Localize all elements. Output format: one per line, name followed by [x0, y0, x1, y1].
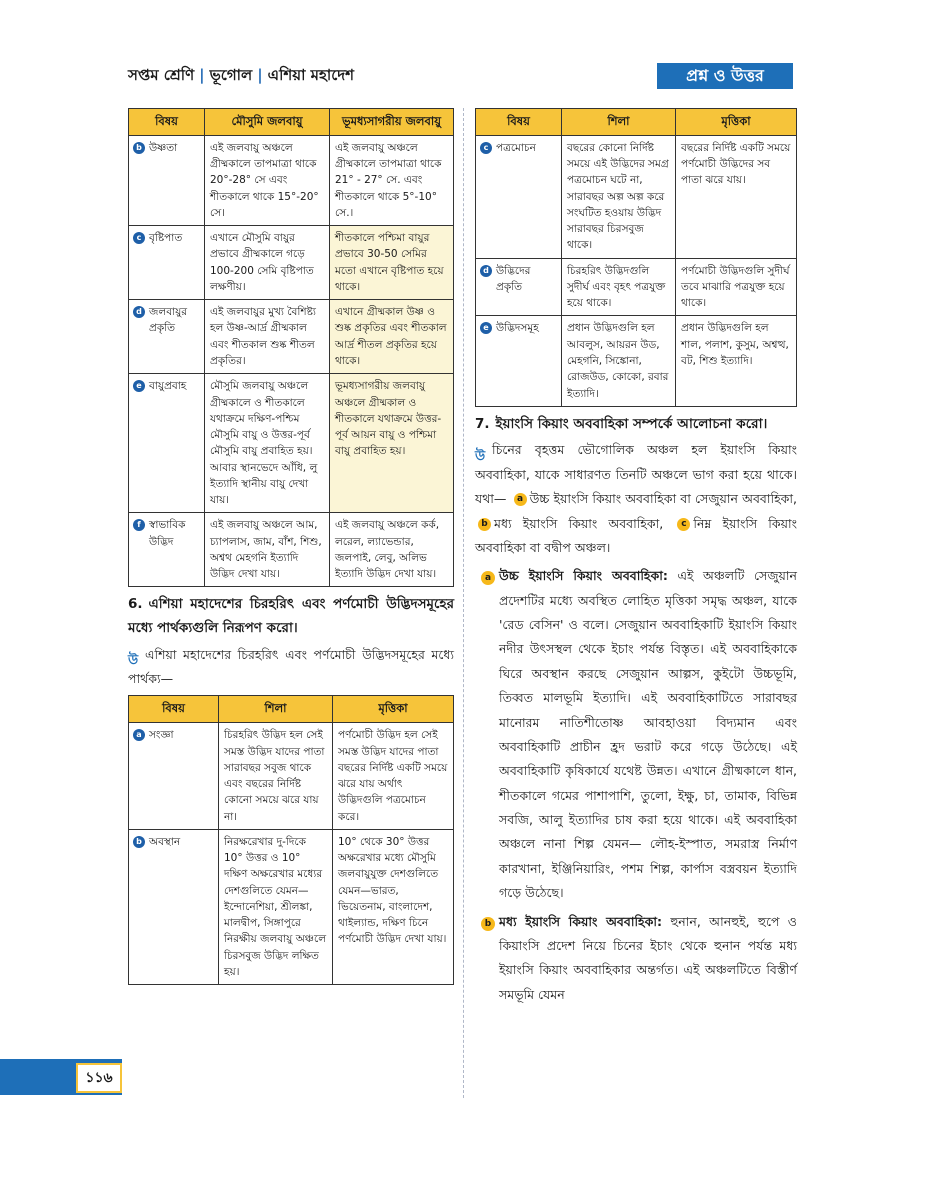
climate-comparison-table — [128, 108, 454, 587]
question-text: এশিয়া মহাদেশের চিরহরিৎ এবং পর্ণমোচী উদ্ভিদসমূহের মধ্যে পার্থক্যগুলি নিরূপণ করো। — [128, 596, 454, 637]
table-row — [129, 135, 454, 225]
table-row — [476, 135, 797, 258]
subsection-title: উচ্চ ইয়াংসি কিয়াং অববাহিকা: — [499, 568, 668, 584]
table-cell: পর্ণমোচী উদ্ভিদগুলি সুদীর্ঘ তবে মাঝারি পত্রযুক্ত হয়ে থাকে। — [676, 258, 797, 316]
table-cell: শীতকালে পশ্চিমা বায়ুর প্রভাবে 30-50 সেমির মতো এখানে বৃষ্টিপাত হয়ে থাকে। — [330, 226, 454, 300]
table-header: বিষয় — [129, 109, 205, 136]
row-topic-label: অবস্থান — [149, 835, 181, 848]
table-header: বিষয় — [476, 109, 562, 136]
table-header: মৃত্তিকা — [676, 109, 797, 136]
page-number: ১১৬ — [76, 1063, 122, 1093]
answer-mark-icon: উ — [128, 653, 139, 669]
row-topic — [129, 513, 205, 587]
table-header: মৌসুমি জলবায়ু — [205, 109, 330, 136]
row-topic-label: উষ্ণতা — [149, 141, 178, 154]
row-topic — [129, 374, 205, 513]
option-marker: b — [478, 518, 491, 531]
row-marker: b — [133, 142, 145, 154]
right-column — [475, 108, 797, 1007]
table-cell: বছরের নির্দিষ্ট একটি সময়ে পর্ণমোচী উদ্ভিদের সব পাতা ঝরে যায়। — [676, 135, 797, 258]
row-topic — [476, 135, 562, 258]
subsection-marker: b — [481, 917, 495, 931]
subsection-upper-basin — [475, 564, 797, 905]
table-row — [129, 374, 454, 513]
question-text: ইয়াংসি কিয়াং অববাহিকা সম্পর্কে আলোচনা করো। — [495, 415, 768, 432]
option-text: মধ্য ইয়াংসি কিয়াং অববাহিকা, — [494, 515, 664, 531]
option-marker: a — [514, 493, 527, 506]
table-cell: এখানে গ্রীষ্মকাল উষ্ণ ও শুষ্ক প্রকৃতির এবং শীতকাল আর্দ্র শীতল প্রকৃতির হয়ে থাকে। — [330, 300, 454, 374]
table-row — [129, 513, 454, 587]
row-marker: c — [133, 232, 145, 244]
header-separator: | — [199, 66, 205, 84]
row-topic-label: উদ্ভিদের প্রকৃতি — [496, 264, 531, 293]
left-column — [128, 108, 454, 985]
row-topic-label: বায়ুপ্রবাহ — [149, 380, 187, 393]
table-header-row — [129, 109, 454, 136]
question-7 — [475, 413, 797, 437]
option-text: উচ্চ ইয়াংসি কিয়াং অববাহিকা বা সেজুয়ান অববাহিকা, — [529, 491, 797, 507]
table-cell: এই জলবায়ু অঞ্চলে আম, চ্যাপলাস, জাম, বাঁশ, শিশু, অশ্বথ মেহগনি ইত্যাদি উদ্ভিদ দেখা যায়। — [205, 513, 330, 587]
section-badge: প্রশ্ন ও উত্তর — [657, 63, 793, 89]
table-header-row — [129, 696, 454, 723]
table-cell: নিরক্ষরেখার দু-দিকে 10° উত্তর ও 10° দক্ষিণ অক্ষরেখার মধ্যের দেশগুলিতে যেমন—ইন্দোনেশিয়া, শ্রীলঙ্কা, মালদ্বীপ, সিঙ্গাপুরে নিরক্ষীয় জলবায়ু অঞ্চলে চিরসবুজ উদ্ভিদ লক্ষিত হয়। — [219, 829, 333, 984]
row-marker: c — [480, 142, 492, 154]
answer-6 — [128, 643, 454, 692]
answer-7-intro — [475, 438, 797, 560]
answer-text: চিনের বৃহত্তম ভৌগোলিক অঞ্চল হল ইয়াংসি কিয়াং অববাহিকা, যাকে সাধারণত তিনটি অঞ্চলে ভাগ করা হয়ে থাকে। যথা— — [475, 442, 797, 507]
table-header: বিষয় — [129, 696, 219, 723]
table-cell: চিরহরিৎ উদ্ভিদ হল সেই সমস্ত উদ্ভিদ যাদের পাতা সারাবছর সবুজ থাকে এবং বছরের নির্দিষ্ট কোনো সময়ে ঝরে যায় না। — [219, 723, 333, 830]
row-marker: d — [133, 306, 145, 318]
row-topic-label: সংজ্ঞা — [149, 729, 174, 742]
table-cell: প্রধান উদ্ভিদগুলি হল আবলুস, আয়রন উড, মেহগনি, সিঙ্কোনা, রোজউড, কোকো, রবার ইত্যাদি। — [562, 316, 676, 406]
table-cell: বছরের কোনো নির্দিষ্ট সময়ে এই উদ্ভিদের সমগ্র পত্রমোচন ঘটে না, সারাবছর অল্প অল্প করে সংঘটিত হওয়ায় উদ্ভিদ সারাবছর চিরসবুজ থাকে। — [562, 135, 676, 258]
header-chapter: এশিয়া মহাদেশ — [267, 66, 354, 84]
row-topic-label: জলবায়ুর প্রকৃতি — [149, 306, 188, 335]
row-topic-label: উদ্ভিদসমূহ — [496, 322, 539, 335]
row-topic-label: বৃষ্টিপাত — [149, 232, 183, 245]
table-row — [129, 300, 454, 374]
table-cell: চিরহরিৎ উদ্ভিদগুলি সুদীর্ঘ এবং বৃহৎ পত্রযুক্ত হয়ে থাকে। — [562, 258, 676, 316]
subsection-title: মধ্য ইয়াংসি কিয়াং অববাহিকা: — [499, 913, 662, 929]
row-topic — [129, 723, 219, 830]
table-cell: এখানে মৌসুমি বায়ুর প্রভাবে গ্রীষ্মকালে গড়ে 100-200 সেমি বৃষ্টিপাত লক্ষণীয়। — [205, 226, 330, 300]
table-header: শিলা — [219, 696, 333, 723]
row-marker: a — [133, 729, 145, 741]
row-marker: e — [480, 322, 492, 334]
answer-text: এশিয়া মহাদেশের চিরহরিৎ এবং পর্ণমোচী উদ্ভিদসমূহের মধ্যে পার্থক্য— — [128, 646, 454, 687]
header-subject: ভূগোল — [209, 66, 253, 84]
table-row — [476, 316, 797, 406]
vegetation-comparison-table — [128, 695, 454, 985]
header-class: সপ্তম শ্রেণি — [128, 66, 195, 84]
subsection-text: এই অঞ্চলটি সেজুয়ান প্রদেশটির মধ্যে অবস্থিত লোহিত মৃত্তিকা সমৃদ্ধ অঞ্চল, যাকে 'রেড বেসিন' ও বলে। সেজুয়ান অববাহিকাটি ইয়াংসি কিয়াং নদীর উৎসস্থল থেকে ইচাং পর্যন্ত বিস্তৃত। এই অববাহিকাকে ঘিরে অবস্থান করছে সেজুয়ান আল্পস, কুইটো উচ্চভূমি, তিব্বত মালভূমি ইত্যাদি। এই অববাহিকাটিতে সারাবছর মানোরম নাতিশীতোষ্ণ আবহাওয়া বিদ্যমান এবং অববাহিকাটি প্রাচীন হ্রদ ভরাট করে গড়ে উঠেছে। এই অববাহিকাটি কৃষিকার্যে যথেষ্ট উন্নত। এখানে গ্রীষ্মকালে ধান, শীতকালে গমের পাশাপাশি, তুলো, ইক্ষু, চা, তামাক, বিভিন্ন সবজি, আলু ইত্যাদির চাষ করা হয়ে থাকে। এই অববাহিকা অঞ্চলে নানা শিল্প যেমন— লৌহ-ইস্পাত, সমরাস্ত্র নির্মাণ কারখানা, ইঞ্জিনিয়ারিং, পশম শিল্প, কার্পাস বস্ত্রবয়ন ইত্যাদি গড়ে উঠেছে। — [499, 568, 798, 901]
table-cell: মৌসুমি জলবায়ু অঞ্চলে গ্রীষ্মকালে ও শীতকালে যথাক্রমে দক্ষিণ-পশ্চিম মৌসুমি বায়ু ও উত্তর-পূর্ব মৌসুমি বায়ু প্রবাহিত হয়। আবার স্থানভেদে আঁধি, লু ইত্যাদি স্থানীয় বায়ু দেখা যায়। — [205, 374, 330, 513]
row-topic — [129, 829, 219, 984]
table-header: ভূমধ্যসাগরীয় জলবায়ু — [330, 109, 454, 136]
table-cell: প্রধান উদ্ভিদগুলি হল শাল, পলাশ, কুসুম, অশ্বত্থ, বট, শিশু ইত্যাদি। — [676, 316, 797, 406]
row-topic-label: পত্রমোচন — [496, 141, 536, 154]
question-6 — [128, 593, 454, 640]
page-header — [128, 64, 354, 89]
row-topic — [129, 300, 205, 374]
table-cell: ভূমধ্যসাগরীয় জলবায়ু অঞ্চলে গ্রীষ্মকাল ও শীতকালে যথাক্রমে উত্তর-পূর্ব আয়ন বায়ু ও পশ্চিমা বায়ু প্রবাহিত হয়। — [330, 374, 454, 513]
table-header-row — [476, 109, 797, 136]
table-cell: পর্ণমোচী উদ্ভিদ হল সেই সমস্ত উদ্ভিদ যাদের পাতা বছরের নির্দিষ্ট একটি সময়ে ঝরে যায় অর্থাৎ উদ্ভিদগুলি পত্রমোচন করে। — [333, 723, 454, 830]
row-topic — [476, 316, 562, 406]
subsection-text: হুনান, আনহুই, হুপে ও কিয়াংসি প্রদেশ নিয়ে চিনের ইচাং থেকে হুনান পর্যন্ত মধ্য ইয়াংসি কিয়াং অববাহিকার অন্তর্গত। এই অঞ্চলটিতে বিস্তীর্ণ সমভূমি যেমন — [499, 913, 798, 1002]
table-cell: এই জলবায়ু অঞ্চলে গ্রীষ্মকালে তাপমাত্রা থাকে 20°-28° সে এবং শীতকালে থাকে 15°-20° সে। — [205, 135, 330, 225]
table-cell: 10° থেকে 30° উত্তর অক্ষরেখার মধ্যে মৌসুমি জলবায়ুযুক্ত দেশগুলিতে যেমন—ভারত, ভিয়েতনাম, বাংলাদেশ, থাইল্যান্ড, দক্ষিণ চিনে পর্ণমোচী উদ্ভিদ দেখা যায়। — [333, 829, 454, 984]
question-number: 7. — [475, 415, 490, 432]
table-row — [129, 723, 454, 830]
row-topic — [476, 258, 562, 316]
table-row — [476, 258, 797, 316]
row-marker: b — [133, 836, 145, 848]
vegetation-comparison-table-continued — [475, 108, 797, 407]
subsection-middle-basin — [475, 910, 797, 1008]
question-number: 6. — [128, 596, 143, 613]
row-topic-label: স্বাভাবিক উদ্ভিদ — [149, 519, 186, 548]
row-topic — [129, 226, 205, 300]
column-divider — [463, 108, 464, 1098]
header-separator: | — [257, 66, 263, 84]
table-row — [129, 829, 454, 984]
subsection-marker: a — [481, 571, 495, 585]
row-marker: f — [133, 519, 145, 531]
answer-mark-icon: উ — [475, 448, 486, 464]
table-header: শিলা — [562, 109, 676, 136]
table-cell: এই জলবায়ু অঞ্চলে কর্ক, লরেল, ল্যাভেন্ডার, জলপাই, লেবু, অলিভ ইত্যাদি উদ্ভিদ দেখা যায়। — [330, 513, 454, 587]
table-row — [129, 226, 454, 300]
row-marker: d — [480, 265, 492, 277]
row-marker: e — [133, 380, 145, 392]
page-number-tab — [0, 1059, 122, 1095]
row-topic — [129, 135, 205, 225]
table-cell: এই জলবায়ুর মুখ্য বৈশিষ্ট্য হল উষ্ণ-আর্দ্র গ্রীষ্মকাল এবং শীতকাল শুষ্ক শীতল প্রকৃতির। — [205, 300, 330, 374]
table-header: মৃত্তিকা — [333, 696, 454, 723]
table-cell: এই জলবায়ু অঞ্চলে গ্রীষ্মকালে তাপমাত্রা থাকে 21° - 27° সে. এবং শীতকালে থাকে 5°-10° সে.। — [330, 135, 454, 225]
option-text: নিম্ন ইয়াংসি কিয়াং অববাহিকা বা বদ্বীপ অঞ্চল। — [475, 515, 797, 555]
option-marker: c — [677, 518, 690, 531]
